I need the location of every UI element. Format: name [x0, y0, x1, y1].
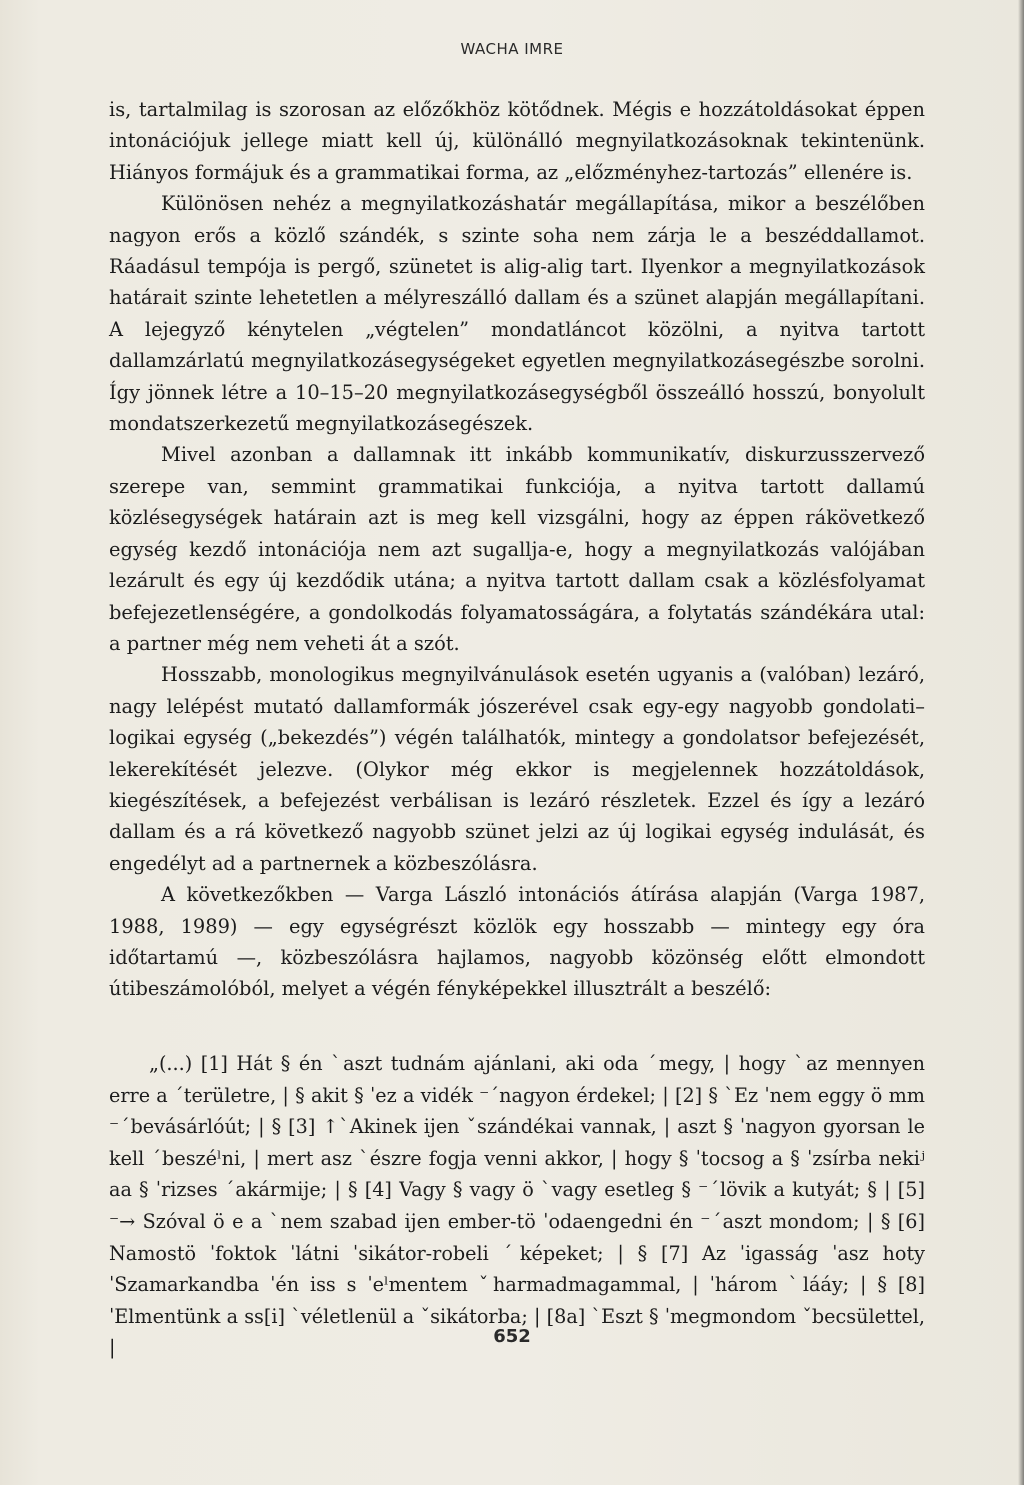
paragraph-4: Hosszabb, monologikus megnyilvánulások esetén ugyanis a (valóban) lezáró, nagy lelépést mutató dallamformák jószerével csak egy-egy nagyobb gondolati–logikai egység („bekezdés”) végén találhatók, mintegy a gondolatsor befejezését, lekerekítését jelezve. (Olykor még ekkor is megjelennek hozzátoldások, kiegészítések, a befejezést verbálisan is lezáró részletek. Ezzel és így a lezáró dallam és a rá következő nagyobb szünet jelzi az új logikai egység indulását, és engedélyt ad a partnernek a közbeszólásra.: [109, 663, 925, 875]
paragraph-1: is, tartalmilag is szorosan az előzőkhöz kötődnek. Mégis e hozzátoldásokat éppen intonációjuk jellege miatt kell új, különálló megnyilatkozásoknak tekintenünk. Hiányos formájuk és a grammatikai forma, az „előzményhez-tartozás” ellenére is.: [109, 98, 925, 184]
paragraph-5: A következőkben — Varga László intonációs átírása alapján (Varga 1987, 1988, 1989) — egy egységrészt közlök egy hosszabb — mintegy egy óra időtartamú —, közbeszólásra hajlamos, nagyobb közönség előtt elmondott útibeszámolóból, melyet a végén fényképekkel illusztrált a beszélő:: [109, 883, 925, 1001]
page-number: 652: [493, 1326, 531, 1347]
paragraph-2: Különösen nehéz a megnyilatkozáshatár megállapítása, mikor a beszélőben nagyon erős a közlő szándék, s szinte soha nem zárja le a beszéddallamot. Ráadásul tempója is pergő, szünetet is alig-alig tart. Ilyenkor a megnyilatkozások határait szinte lehetetlen a mélyreszálló dallam és a szünet alapján megállapítani. A lejegyző kénytelen „végtelen” mondatláncot közölni, a nyitva tartott dallamzárlatú megnyilatkozásegységeket egyetlen megnyilatkozásegészbe sorolni. Így jönnek létre a 10–15–20 megnyilatkozásegységből összeálló hosszú, bonyolult mondatszerkezetű megnyilatkozásegészek.: [109, 192, 925, 436]
paragraph-3: Mivel azonban a dallamnak itt inkább kommunikatív, diskurzusszervező szerepe van, semmint grammatikai funkciója, a nyitva tartott dallamú közlésegységek határain azt is meg kell vizsgálni, hogy az éppen rákövetkező egység kezdő intonációja nem azt sugallja-e, hogy a megnyilatkozás valójában lezárult és egy új kezdődik utána; a nyitva tartott dallam csak a közlésfolyamat befejezetlenségére, a gondolkodás folyamatosságára, a folytatás szándékára utal: a partner még nem veheti át a szót.: [109, 443, 925, 655]
transcript-quote: [109, 1048, 925, 1364]
page-edge-shadow: [1018, 0, 1024, 1485]
running-head: WACHA IMRE: [460, 40, 564, 58]
main-text: [109, 94, 925, 1005]
transcript-text: „(...) [1] Hát § én ˋaszt tudnám ajánlani, aki oda ˊmegy, | hogy ˋaz mennyen erre a ˊterületre, | § akit § ˈez a vidék ⁻ˊnagyon érdekel; | [2] § ˋEz ˈnem eggy ö mm ⁻ˊbevásárlóút; | § [3] ↑ˋAkinek ijen ˇszándékai vannak, | aszt § ˈnagyon gyorsan le kell ˊbeszéˡni, | mert asz ˋészre fogja venni akkor, | hogy § ˈtocsog a § ˈzsírba nekiʲ aa § ˈrizses ˊakármije; | § [4] Vagy § vagy ö ˋvagy esetleg § ⁻ˊlövik a kutyát; § | [5] ⁻→ Szóval ö e a ˋnem szabad ijen ember-tö ˈodaengedni én ⁻ˊaszt mondom; | § [6] Namostö ˈfoktok ˈlátni ˈsikátor-robeli ˊképeket; | § [7] Az ˈigasság ˈasz hoty ˈSzamarkandba ˈén iss s ˈeˡmentem ˇharmadmagammal, | ˈhárom ˋlááy; | § [8] ˈElmentünk a ss[i] ˋvéletlenül a ˇsikátorba; | [8a] ˋEszt § ˈmegmondom ˇbecsülettel, |: [109, 1052, 925, 1360]
